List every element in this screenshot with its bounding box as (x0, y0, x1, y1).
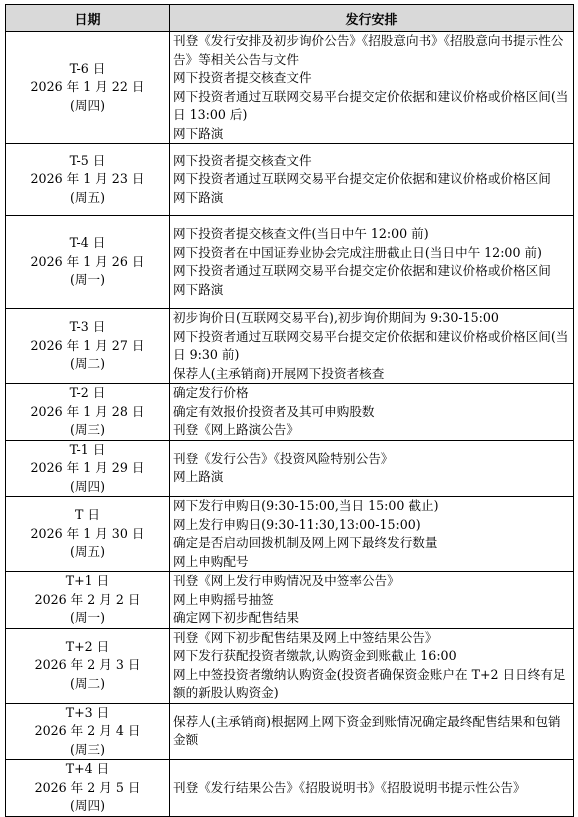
weekday-label: (周四) (69, 97, 105, 113)
weekday-label: (周四) (69, 798, 105, 813)
day-label: T-4 日 (69, 235, 106, 251)
arrangement-cell (170, 760, 574, 817)
arrangement-item: 网下发行获配投资者缴款,认购资金到账截止 16:00 (173, 648, 457, 663)
schedule-row (6, 384, 574, 441)
arrangement-item: 网下投资者提交核查文件 (173, 70, 312, 85)
weekday-label: (周三) (69, 741, 105, 757)
arrangement-item: 网下路演 (173, 281, 224, 297)
schedule-row (6, 32, 574, 144)
arrangement-column-header: 发行安排 (170, 5, 574, 32)
date-cell (6, 216, 170, 309)
day-label: T+4 日 (65, 761, 110, 776)
date-cell (6, 497, 170, 572)
arrangement-item: 刊登《发行安排及初步询价公告》《招股意向书》《招股意向书提示性公告》等相关公告与文件 (173, 33, 564, 67)
schedule-row (6, 144, 574, 216)
arrangement-item: 刊登《发行公告》《投资风险特别公告》 (173, 450, 394, 466)
calendar-date: 2026 年 2 月 4 日 (34, 723, 141, 738)
arrangement-item: 保荐人(主承销商)根据网上网下资金到账情况确定最终配售结果和包销金额 (173, 713, 561, 748)
date-cell (6, 440, 170, 497)
day-label: T+1 日 (65, 573, 110, 588)
arrangement-cell (170, 703, 574, 760)
arrangement-item: 刊登《网下初步配售结果及网上中签结果公告》 (173, 629, 438, 645)
arrangement-cell (170, 440, 574, 497)
arrangement-item: 网上申购配号 (173, 553, 249, 569)
calendar-date: 2026 年 1 月 23 日 (30, 171, 145, 187)
weekday-label: (周四) (69, 478, 105, 494)
arrangement-cell (170, 144, 574, 216)
arrangement-item: 网下投资者提交核查文件(当日中午 12:00 前) (173, 226, 429, 241)
weekday-label: (周三) (69, 422, 105, 437)
date-cell (6, 384, 170, 441)
date-cell (6, 309, 170, 384)
schedule-body (6, 32, 574, 817)
weekday-label: (周二) (69, 675, 105, 691)
schedule-row (6, 497, 574, 572)
date-cell (6, 703, 170, 760)
date-cell (6, 572, 170, 629)
arrangement-cell (170, 628, 574, 703)
day-label: T-3 日 (69, 319, 106, 335)
date-cell (6, 628, 170, 703)
arrangement-cell (170, 32, 574, 144)
arrangement-item: 刊登《网上路演公告》 (173, 422, 299, 437)
arrangement-item: 网上申购摇号抽签 (173, 591, 274, 607)
arrangement-cell (170, 309, 574, 384)
arrangement-item: 刊登《发行结果公告》《招股说明书》《招股说明书提示性公告》 (173, 779, 526, 795)
arrangement-item: 刊登《网上发行申购情况及中签率公告》 (173, 573, 400, 588)
date-cell (6, 760, 170, 817)
calendar-date: 2026 年 2 月 5 日 (34, 779, 141, 795)
arrangement-item: 初步询价日(互联网交易平台),初步询价期间为 9:30-15:00 (173, 310, 499, 325)
calendar-date: 2026 年 1 月 28 日 (30, 403, 145, 419)
calendar-date: 2026 年 1 月 29 日 (30, 460, 145, 475)
arrangement-item: 网下路演 (173, 125, 224, 141)
arrangement-item: 确定是否启动回拨机制及网上网下最终发行数量 (173, 535, 438, 550)
schedule-row (6, 703, 574, 760)
arrangement-item: 网下投资者通过互联网交易平台提交定价依据和建议价格或价格区间(当日 9:30 前) (173, 328, 569, 362)
arrangement-item: 网下投资者通过互联网交易平台提交定价依据和建议价格或价格区间 (173, 263, 551, 278)
date-cell (6, 144, 170, 216)
schedule-row (6, 572, 574, 629)
arrangement-item: 网上发行申购日(9:30-11:30,13:00-15:00) (173, 516, 421, 532)
arrangement-item: 确定有效报价投资者及其可申购股数 (173, 403, 375, 419)
weekday-label: (周一) (69, 610, 105, 625)
day-label: T-1 日 (69, 441, 106, 457)
arrangement-item: 网下投资者在中国证券业协会完成注册截止日(当日中午 12:00 前) (173, 244, 542, 260)
arrangement-item: 保荐人(主承销商)开展网下投资者核查 (173, 365, 385, 381)
header-row (6, 5, 574, 32)
arrangement-cell (170, 572, 574, 629)
calendar-date: 2026 年 2 月 3 日 (34, 657, 141, 673)
weekday-label: (周一) (69, 272, 105, 288)
arrangement-item: 网下投资者提交核查文件 (173, 152, 312, 168)
schedule-row (6, 440, 574, 497)
weekday-label: (周五) (69, 189, 105, 205)
day-label: T 日 (75, 507, 100, 523)
arrangement-item: 确定网下初步配售结果 (173, 610, 299, 625)
day-label: T-2 日 (69, 385, 106, 400)
arrangement-cell (170, 216, 574, 309)
arrangement-cell (170, 384, 574, 441)
arrangement-item: 网上路演 (173, 469, 224, 485)
arrangement-item: 网下投资者通过互联网交易平台提交定价依据和建议价格或价格区间 (173, 171, 551, 187)
calendar-date: 2026 年 1 月 30 日 (30, 525, 145, 541)
day-label: T+2 日 (65, 638, 110, 654)
calendar-date: 2026 年 1 月 26 日 (30, 253, 145, 269)
schedule-row (6, 628, 574, 703)
day-label: T-5 日 (69, 152, 106, 168)
schedule-row (6, 309, 574, 384)
schedule-row (6, 760, 574, 817)
arrangement-item: 网下路演 (173, 189, 224, 205)
date-column-header: 日期 (6, 5, 170, 32)
arrangement-item: 网上中签投资者缴纳认购资金(投资者确保资金账户在 T+2 日日终有足额的新股认购资金) (173, 666, 566, 700)
date-cell (6, 32, 170, 144)
offering-schedule-table (5, 4, 574, 817)
arrangement-item: 确定发行价格 (173, 385, 249, 400)
day-label: T+3 日 (65, 704, 110, 720)
weekday-label: (周五) (69, 544, 105, 560)
arrangement-cell (170, 497, 574, 572)
calendar-date: 2026 年 2 月 2 日 (34, 591, 141, 607)
day-label: T-6 日 (69, 60, 106, 76)
calendar-date: 2026 年 1 月 27 日 (30, 337, 145, 353)
weekday-label: (周二) (69, 356, 105, 372)
calendar-date: 2026 年 1 月 22 日 (30, 79, 145, 95)
schedule-row (6, 216, 574, 309)
arrangement-item: 网下发行申购日(9:30-15:00,当日 15:00 截止) (173, 498, 439, 513)
arrangement-item: 网下投资者通过互联网交易平台提交定价依据和建议价格或价格区间(当日 13:00 后) (173, 88, 569, 122)
